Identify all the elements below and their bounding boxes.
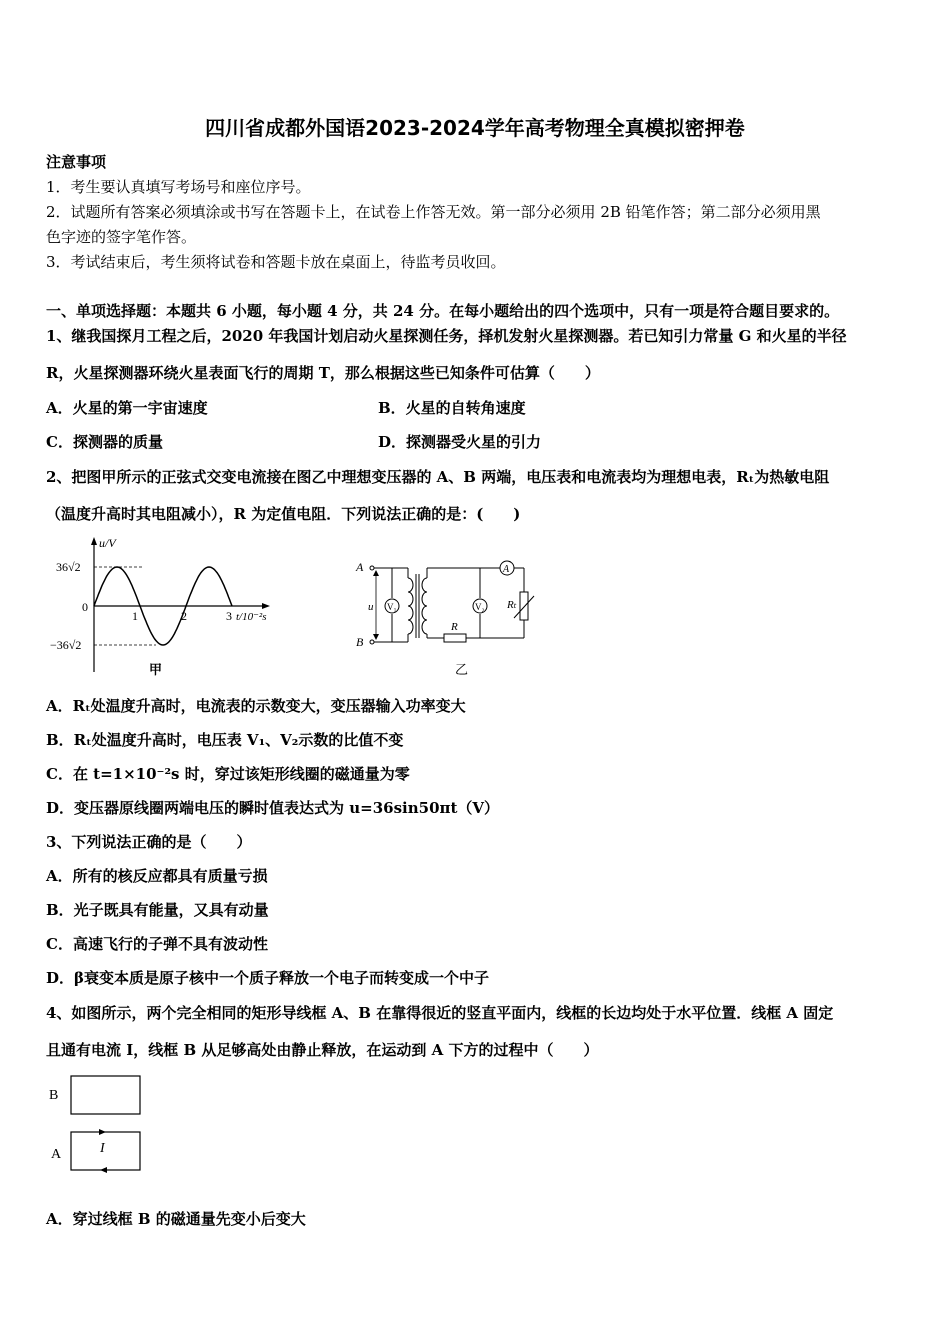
q3-option-c: C．高速飞行的子弹不具有波动性 [46,935,268,953]
frame-b [71,1076,140,1114]
q2-option-b: B．Rₜ处温度升高时，电压表 V₁、V₂示数的比值不变 [46,731,404,749]
y-tick-bottom: −36√2 [50,638,82,652]
frame-a [71,1132,140,1170]
notice-item-1: 1．考生要认真填写考场号和座位序号。 [46,178,311,196]
q1-stem-line1: 1、继我国探月工程之后，2020 年我国计划启动火星探测任务，择机发射火星探测器。若已知引力常量 G 和火星的半径 [46,327,847,345]
resistor-r-label: R [451,621,458,633]
q4-option-a: A．穿过线框 B 的磁通量先变小后变大 [46,1210,306,1228]
figure-caption-jia: 甲 [149,662,163,677]
voltmeter-v1-label: V₁ [387,602,397,612]
figure-caption-yi: 乙 [455,662,469,677]
q2-stem-line2: （温度升高时其电阻减小），R 为定值电阻．下列说法正确的是：( ) [46,505,521,523]
q4-figure-wire-frames [44,1072,154,1176]
q2-option-c: C．在 t=1×10⁻²s 时，穿过该矩形线圈的磁通量为零 [46,765,410,783]
notice-item-3: 3．考试结束后，考生须将试卷和答题卡放在桌面上，待监考员收回。 [46,253,506,271]
voltage-u-label: u [368,601,374,613]
thermistor-rt-label: Rₜ [507,599,517,611]
q3-option-a: A．所有的核反应都具有质量亏损 [46,867,268,885]
q2-option-d: D．变压器原线圈两端电压的瞬时值表达式为 u=36sin50πt（V） [46,799,500,817]
terminal-a-label: A [356,560,364,574]
y-tick-top: 36√2 [56,560,81,574]
q2-figure-transformer-circuit [352,556,542,680]
notice-heading: 注意事项 [46,153,107,171]
q1-option-c: C．探测器的质量 [46,433,163,451]
origin-label: 0 [82,600,88,614]
notice-item-2-cont: 色字迹的签字笔作答。 [46,228,197,246]
frame-b-label: B [49,1088,59,1103]
q4-stem-line2: 且通有电流 I，线框 B 从足够高处由静止释放，在运动到 A 下方的过程中（ ） [46,1041,599,1059]
current-i-label: I [100,1141,105,1156]
q3-stem: 3、下列说法正确的是（ ） [46,833,252,851]
q3-option-d: D．β衰变本质是原子核中一个质子释放一个电子而转变成一个中子 [46,969,489,987]
thermistor-rt [520,592,528,620]
q1-stem-line2: R，火星探测器环绕火星表面飞行的周期 T，那么根据这些已知条件可估算（ ） [46,364,600,382]
notice-item-2: 2．试题所有答案必须填涂或书写在答题卡上，在试卷上作答无效。第一部分必须用 2B 铅笔作答；第二部分必须用黑 [46,203,821,221]
q1-option-d: D．探测器受火星的引力 [378,433,542,451]
x-tick-2: 2 [181,609,187,623]
resistor-r [444,634,466,642]
x-axis-label: t/10⁻²s [236,611,267,623]
section-heading: 一、单项选择题：本题共 6 小题，每小题 4 分，共 24 分。在每小题给出的四个选项中，只有一项是符合题目要求的。 [46,302,840,320]
page-title: 四川省成都外国语2023-2024学年高考物理全真模拟密押卷 [205,116,745,140]
x-tick-1: 1 [132,609,138,623]
q3-option-b: B．光子既具有能量，又具有动量 [46,901,269,919]
frame-a-label: A [51,1147,62,1162]
q1-option-a: A．火星的第一宇宙速度 [46,399,208,417]
x-tick-3: 3 [226,609,232,623]
y-axis-label: u/V [99,536,116,550]
q4-stem-line1: 4、如图所示，两个完全相同的矩形导线框 A、B 在靠得很近的竖直平面内，线框的长边均处于水平位置．线框 A 固定 [46,1004,834,1022]
q1-option-b: B．火星的自转角速度 [378,399,526,417]
q2-stem-line1: 2、把图甲所示的正弦式交变电流接在图乙中理想变压器的 A、B 两端，电压表和电流表均为理想电表，Rₜ为热敏电阻 [46,468,830,486]
q2-option-a: A．Rₜ处温度升高时，电流表的示数变大，变压器输入功率变大 [46,697,466,715]
voltmeter-v2-label: V₂ [475,602,485,612]
q2-figure-sine-wave [44,534,294,680]
terminal-b-label: B [356,635,364,649]
ammeter-label: A [503,564,510,575]
